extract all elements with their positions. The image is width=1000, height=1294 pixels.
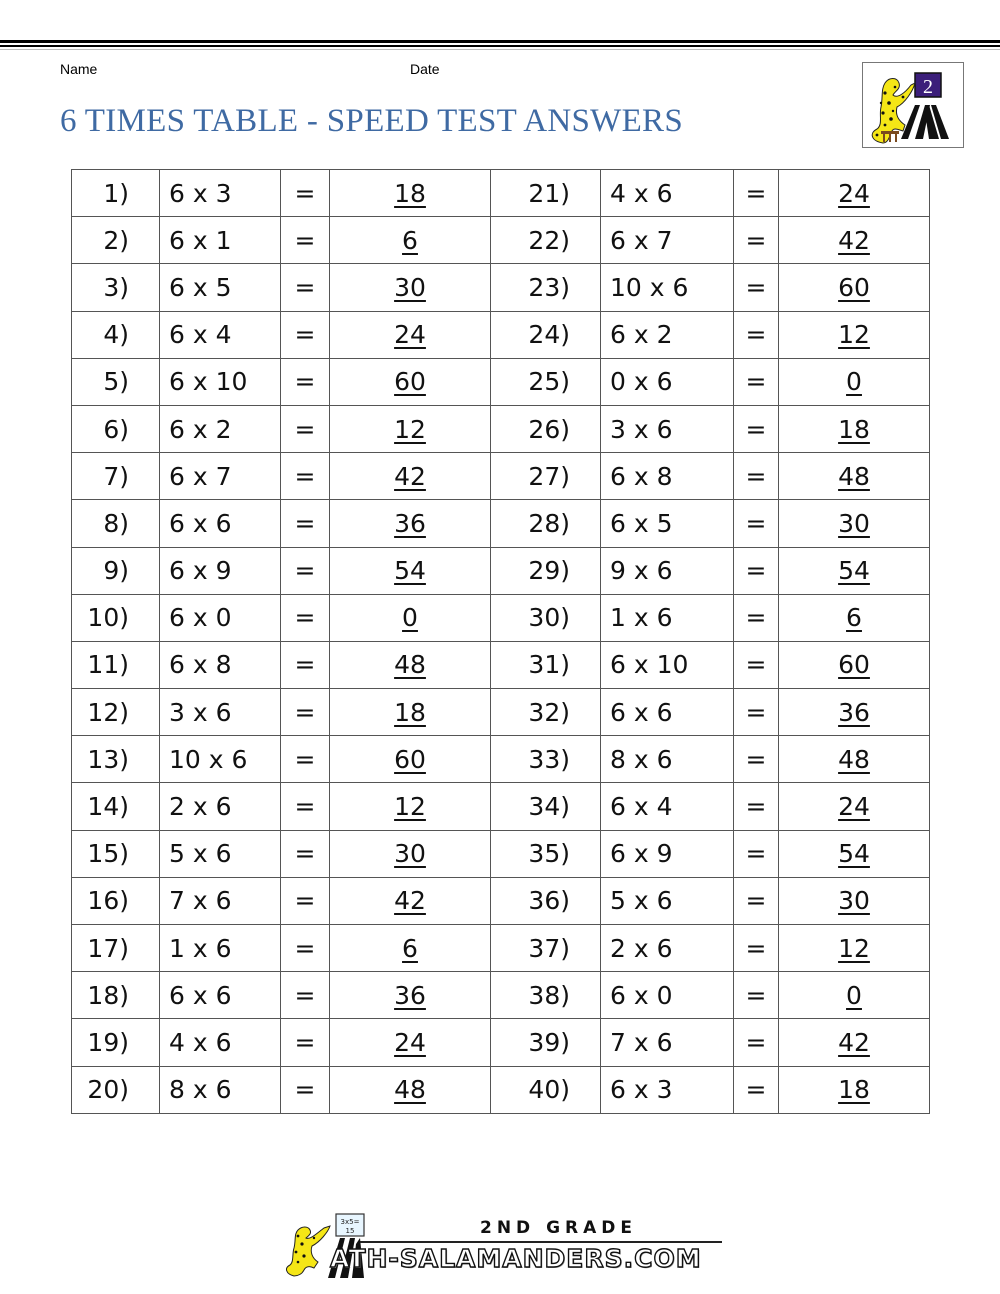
answer-value: 6 bbox=[330, 925, 491, 972]
question-number: 27) bbox=[491, 453, 601, 500]
answers-table bbox=[71, 169, 930, 1114]
question-expression: 6 x 6 bbox=[601, 689, 734, 736]
equals-sign: = bbox=[734, 453, 779, 500]
equals-sign: = bbox=[281, 264, 330, 311]
answer-value: 12 bbox=[330, 405, 491, 452]
answer-value: 54 bbox=[330, 547, 491, 594]
question-number: 16) bbox=[72, 877, 160, 924]
table-row bbox=[72, 972, 930, 1019]
table-row bbox=[72, 1066, 930, 1113]
question-expression: 6 x 3 bbox=[601, 1066, 734, 1113]
question-expression: 6 x 3 bbox=[160, 170, 281, 217]
svg-text:3x5=: 3x5= bbox=[340, 1218, 360, 1226]
question-number: 19) bbox=[72, 1019, 160, 1066]
equals-sign: = bbox=[281, 358, 330, 405]
answer-value: 12 bbox=[779, 311, 930, 358]
question-number: 2) bbox=[72, 217, 160, 264]
equals-sign: = bbox=[281, 547, 330, 594]
table-row bbox=[72, 736, 930, 783]
question-number: 40) bbox=[491, 1066, 601, 1113]
question-expression: 6 x 8 bbox=[601, 453, 734, 500]
question-number: 21) bbox=[491, 170, 601, 217]
equals-sign: = bbox=[281, 1019, 330, 1066]
equals-sign: = bbox=[281, 500, 330, 547]
question-number: 29) bbox=[491, 547, 601, 594]
answer-value: 42 bbox=[330, 877, 491, 924]
question-number: 34) bbox=[491, 783, 601, 830]
answer-value: 6 bbox=[779, 594, 930, 641]
question-number: 37) bbox=[491, 925, 601, 972]
question-expression: 6 x 9 bbox=[160, 547, 281, 594]
question-number: 4) bbox=[72, 311, 160, 358]
table-row bbox=[72, 217, 930, 264]
footer-rule bbox=[360, 1241, 722, 1243]
answer-value: 30 bbox=[779, 500, 930, 547]
equals-sign: = bbox=[281, 217, 330, 264]
equals-sign: = bbox=[734, 594, 779, 641]
answer-value: 48 bbox=[779, 453, 930, 500]
question-expression: 3 x 6 bbox=[601, 405, 734, 452]
answer-value: 30 bbox=[330, 830, 491, 877]
question-expression: 2 x 6 bbox=[160, 783, 281, 830]
question-expression: 6 x 9 bbox=[601, 830, 734, 877]
answer-value: 24 bbox=[779, 783, 930, 830]
answer-value: 42 bbox=[330, 453, 491, 500]
question-number: 8) bbox=[72, 500, 160, 547]
question-number: 39) bbox=[491, 1019, 601, 1066]
equals-sign: = bbox=[734, 641, 779, 688]
top-double-rule bbox=[0, 40, 1000, 47]
answer-value: 48 bbox=[330, 641, 491, 688]
question-number: 22) bbox=[491, 217, 601, 264]
question-expression: 10 x 6 bbox=[160, 736, 281, 783]
table-row bbox=[72, 594, 930, 641]
answer-value: 42 bbox=[779, 217, 930, 264]
question-expression: 6 x 10 bbox=[160, 358, 281, 405]
answer-value: 0 bbox=[779, 972, 930, 1019]
equals-sign: = bbox=[281, 736, 330, 783]
answer-value: 30 bbox=[779, 877, 930, 924]
answer-value: 18 bbox=[330, 170, 491, 217]
table-row bbox=[72, 877, 930, 924]
equals-sign: = bbox=[281, 311, 330, 358]
question-expression: 6 x 2 bbox=[601, 311, 734, 358]
answer-value: 36 bbox=[330, 500, 491, 547]
answer-value: 30 bbox=[330, 264, 491, 311]
answer-value: 24 bbox=[330, 311, 491, 358]
question-number: 31) bbox=[491, 641, 601, 688]
equals-sign: = bbox=[734, 830, 779, 877]
question-number: 11) bbox=[72, 641, 160, 688]
equals-sign: = bbox=[281, 1066, 330, 1113]
table-row bbox=[72, 405, 930, 452]
equals-sign: = bbox=[281, 830, 330, 877]
question-number: 25) bbox=[491, 358, 601, 405]
question-expression: 2 x 6 bbox=[601, 925, 734, 972]
table-row bbox=[72, 689, 930, 736]
answer-value: 54 bbox=[779, 547, 930, 594]
answer-value: 48 bbox=[779, 736, 930, 783]
equals-sign: = bbox=[281, 877, 330, 924]
question-expression: 4 x 6 bbox=[160, 1019, 281, 1066]
answer-value: 24 bbox=[779, 170, 930, 217]
equals-sign: = bbox=[281, 689, 330, 736]
svg-text:2: 2 bbox=[923, 76, 933, 98]
question-number: 10) bbox=[72, 594, 160, 641]
table-row bbox=[72, 500, 930, 547]
question-number: 28) bbox=[491, 500, 601, 547]
question-expression: 3 x 6 bbox=[160, 689, 281, 736]
question-expression: 8 x 6 bbox=[601, 736, 734, 783]
equals-sign: = bbox=[734, 1019, 779, 1066]
question-number: 35) bbox=[491, 830, 601, 877]
question-expression: 6 x 7 bbox=[601, 217, 734, 264]
answer-value: 60 bbox=[779, 264, 930, 311]
equals-sign: = bbox=[281, 405, 330, 452]
equals-sign: = bbox=[734, 264, 779, 311]
table-row bbox=[72, 264, 930, 311]
answer-value: 48 bbox=[330, 1066, 491, 1113]
equals-sign: = bbox=[734, 405, 779, 452]
answer-value: 36 bbox=[330, 972, 491, 1019]
equals-sign: = bbox=[734, 736, 779, 783]
equals-sign: = bbox=[734, 783, 779, 830]
equals-sign: = bbox=[734, 547, 779, 594]
answer-value: 18 bbox=[779, 1066, 930, 1113]
question-expression: 10 x 6 bbox=[601, 264, 734, 311]
equals-sign: = bbox=[734, 877, 779, 924]
name-label: Name bbox=[60, 61, 98, 77]
question-expression: 7 x 6 bbox=[160, 877, 281, 924]
table-row bbox=[72, 641, 930, 688]
answer-value: 54 bbox=[779, 830, 930, 877]
equals-sign: = bbox=[734, 972, 779, 1019]
question-expression: 6 x 4 bbox=[601, 783, 734, 830]
question-expression: 6 x 8 bbox=[160, 641, 281, 688]
equals-sign: = bbox=[281, 925, 330, 972]
table-row bbox=[72, 830, 930, 877]
salamander-grade-2-logo-icon bbox=[862, 62, 964, 148]
question-number: 14) bbox=[72, 783, 160, 830]
question-expression: 1 x 6 bbox=[160, 925, 281, 972]
question-expression: 4 x 6 bbox=[601, 170, 734, 217]
table-row bbox=[72, 1019, 930, 1066]
question-number: 13) bbox=[72, 736, 160, 783]
equals-sign: = bbox=[734, 217, 779, 264]
equals-sign: = bbox=[281, 594, 330, 641]
svg-text:15: 15 bbox=[345, 1227, 355, 1235]
question-expression: 6 x 6 bbox=[160, 972, 281, 1019]
equals-sign: = bbox=[734, 925, 779, 972]
answer-value: 36 bbox=[779, 689, 930, 736]
answer-value: 18 bbox=[779, 405, 930, 452]
question-number: 23) bbox=[491, 264, 601, 311]
question-number: 7) bbox=[72, 453, 160, 500]
question-number: 20) bbox=[72, 1066, 160, 1113]
question-number: 18) bbox=[72, 972, 160, 1019]
table-row bbox=[72, 783, 930, 830]
question-expression: 6 x 2 bbox=[160, 405, 281, 452]
top-thin-rule bbox=[0, 49, 1000, 50]
question-number: 15) bbox=[72, 830, 160, 877]
question-expression: 6 x 0 bbox=[160, 594, 281, 641]
question-number: 3) bbox=[72, 264, 160, 311]
page-title: 6 TIMES TABLE - SPEED TEST ANSWERS bbox=[60, 103, 684, 139]
answer-value: 6 bbox=[330, 217, 491, 264]
equals-sign: = bbox=[281, 170, 330, 217]
table-row bbox=[72, 547, 930, 594]
answer-value: 24 bbox=[330, 1019, 491, 1066]
answer-value: 42 bbox=[779, 1019, 930, 1066]
footer-grade-label: 2ND GRADE bbox=[480, 1218, 638, 1238]
question-expression: 6 x 1 bbox=[160, 217, 281, 264]
answer-value: 12 bbox=[330, 783, 491, 830]
footer-site-name: ATH-SALAMANDERS.COM bbox=[330, 1244, 702, 1273]
question-number: 38) bbox=[491, 972, 601, 1019]
question-expression: 7 x 6 bbox=[601, 1019, 734, 1066]
question-number: 12) bbox=[72, 689, 160, 736]
answer-value: 0 bbox=[330, 594, 491, 641]
question-expression: 1 x 6 bbox=[601, 594, 734, 641]
question-expression: 6 x 6 bbox=[160, 500, 281, 547]
question-expression: 6 x 7 bbox=[160, 453, 281, 500]
question-expression: 6 x 5 bbox=[160, 264, 281, 311]
question-expression: 8 x 6 bbox=[160, 1066, 281, 1113]
question-number: 17) bbox=[72, 925, 160, 972]
table-row bbox=[72, 311, 930, 358]
answer-value: 0 bbox=[779, 358, 930, 405]
equals-sign: = bbox=[281, 453, 330, 500]
question-expression: 9 x 6 bbox=[601, 547, 734, 594]
answer-value: 12 bbox=[779, 925, 930, 972]
date-label: Date bbox=[410, 61, 440, 77]
question-expression: 5 x 6 bbox=[160, 830, 281, 877]
table-row bbox=[72, 170, 930, 217]
equals-sign: = bbox=[734, 311, 779, 358]
question-number: 1) bbox=[72, 170, 160, 217]
equals-sign: = bbox=[281, 972, 330, 1019]
question-number: 26) bbox=[491, 405, 601, 452]
answer-value: 60 bbox=[330, 358, 491, 405]
answer-value: 60 bbox=[779, 641, 930, 688]
equals-sign: = bbox=[734, 1066, 779, 1113]
question-expression: 6 x 0 bbox=[601, 972, 734, 1019]
equals-sign: = bbox=[281, 641, 330, 688]
question-number: 24) bbox=[491, 311, 601, 358]
equals-sign: = bbox=[734, 170, 779, 217]
answer-value: 18 bbox=[330, 689, 491, 736]
question-expression: 6 x 5 bbox=[601, 500, 734, 547]
question-number: 32) bbox=[491, 689, 601, 736]
question-expression: 6 x 10 bbox=[601, 641, 734, 688]
equals-sign: = bbox=[734, 689, 779, 736]
question-expression: 6 x 4 bbox=[160, 311, 281, 358]
equals-sign: = bbox=[281, 783, 330, 830]
question-number: 5) bbox=[72, 358, 160, 405]
question-number: 9) bbox=[72, 547, 160, 594]
question-number: 36) bbox=[491, 877, 601, 924]
question-number: 33) bbox=[491, 736, 601, 783]
equals-sign: = bbox=[734, 358, 779, 405]
question-number: 6) bbox=[72, 405, 160, 452]
table-row bbox=[72, 925, 930, 972]
question-number: 30) bbox=[491, 594, 601, 641]
equals-sign: = bbox=[734, 500, 779, 547]
question-expression: 0 x 6 bbox=[601, 358, 734, 405]
table-row bbox=[72, 453, 930, 500]
question-expression: 5 x 6 bbox=[601, 877, 734, 924]
table-row bbox=[72, 358, 930, 405]
answer-value: 60 bbox=[330, 736, 491, 783]
